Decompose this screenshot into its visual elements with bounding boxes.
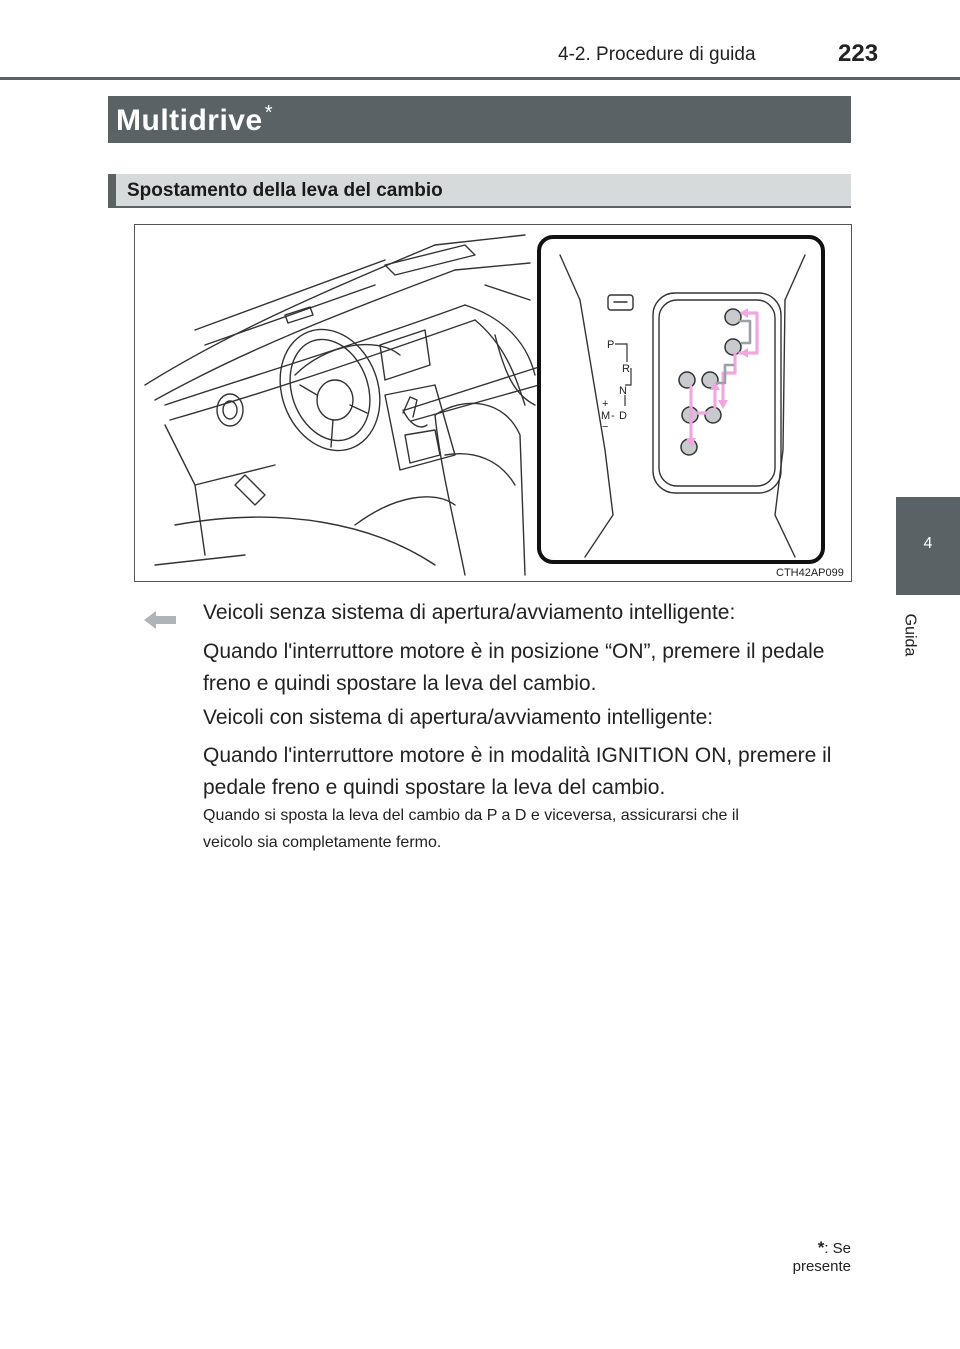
gate-label-plus: + [602, 398, 609, 410]
header-divider [0, 77, 960, 80]
gate-label-p: P [607, 339, 615, 351]
footnote-text: : Se presente [792, 1240, 851, 1275]
figure-frame [134, 224, 852, 582]
chapter-tab [896, 497, 960, 595]
footnote-asterisk: * [817, 1238, 825, 1257]
paragraph-2-line-1: Quando l'interruttore motore è in posizione “ON”, premere il pedale [203, 640, 825, 663]
note [203, 802, 851, 856]
paragraph-1: Veicoli senza sistema di apertura/avviamento intelligente: [203, 601, 736, 624]
page-number: 223 [838, 40, 879, 67]
subtitle-text: Spostamento della leva del cambio [127, 180, 443, 201]
interior-illustration [135, 225, 851, 581]
note-line-2: veicolo sia completamente fermo. [203, 834, 442, 851]
gate-label-d: D [619, 410, 627, 422]
chapter-number: 4 [923, 535, 933, 552]
gate-label-m: M [601, 410, 611, 422]
subtitle-marker [108, 174, 116, 206]
gate-label-r: R [622, 363, 630, 375]
title-bar [108, 96, 851, 143]
page-title [116, 104, 273, 138]
chapter-label-text: Guida [901, 613, 919, 657]
paragraph-4-line-1: Quando l'interruttore motore è in modalità IGNITION ON, premere il [203, 744, 832, 767]
page-title-text: Multidrive [116, 104, 263, 137]
paragraph-4 [203, 740, 851, 804]
paragraph-3: Veicoli con sistema di apertura/avviamento intelligente: [203, 706, 714, 729]
paragraph-2 [203, 636, 851, 700]
figure-code: CTH42AP099 [776, 567, 844, 579]
gate-label-minus: − [602, 421, 609, 433]
paragraph-4-line-2: pedale freno e quindi spostare la leva del cambio. [203, 776, 666, 799]
title-asterisk: * [264, 102, 273, 124]
footnote [760, 1238, 851, 1275]
header-section: 4-2. Procedure di guida [558, 44, 756, 65]
paragraph-2-line-2: freno e quindi spostare la leva del cambio. [203, 672, 597, 695]
gate-label-n: N [619, 385, 627, 397]
arrow-left-icon [142, 609, 178, 631]
subtitle-bar [108, 174, 851, 208]
gate-label-dash: - [611, 410, 615, 422]
note-line-1: Quando si sposta la leva del cambio da P a D e viceversa, assicurarsi che il [203, 807, 739, 824]
chapter-label [898, 606, 926, 666]
